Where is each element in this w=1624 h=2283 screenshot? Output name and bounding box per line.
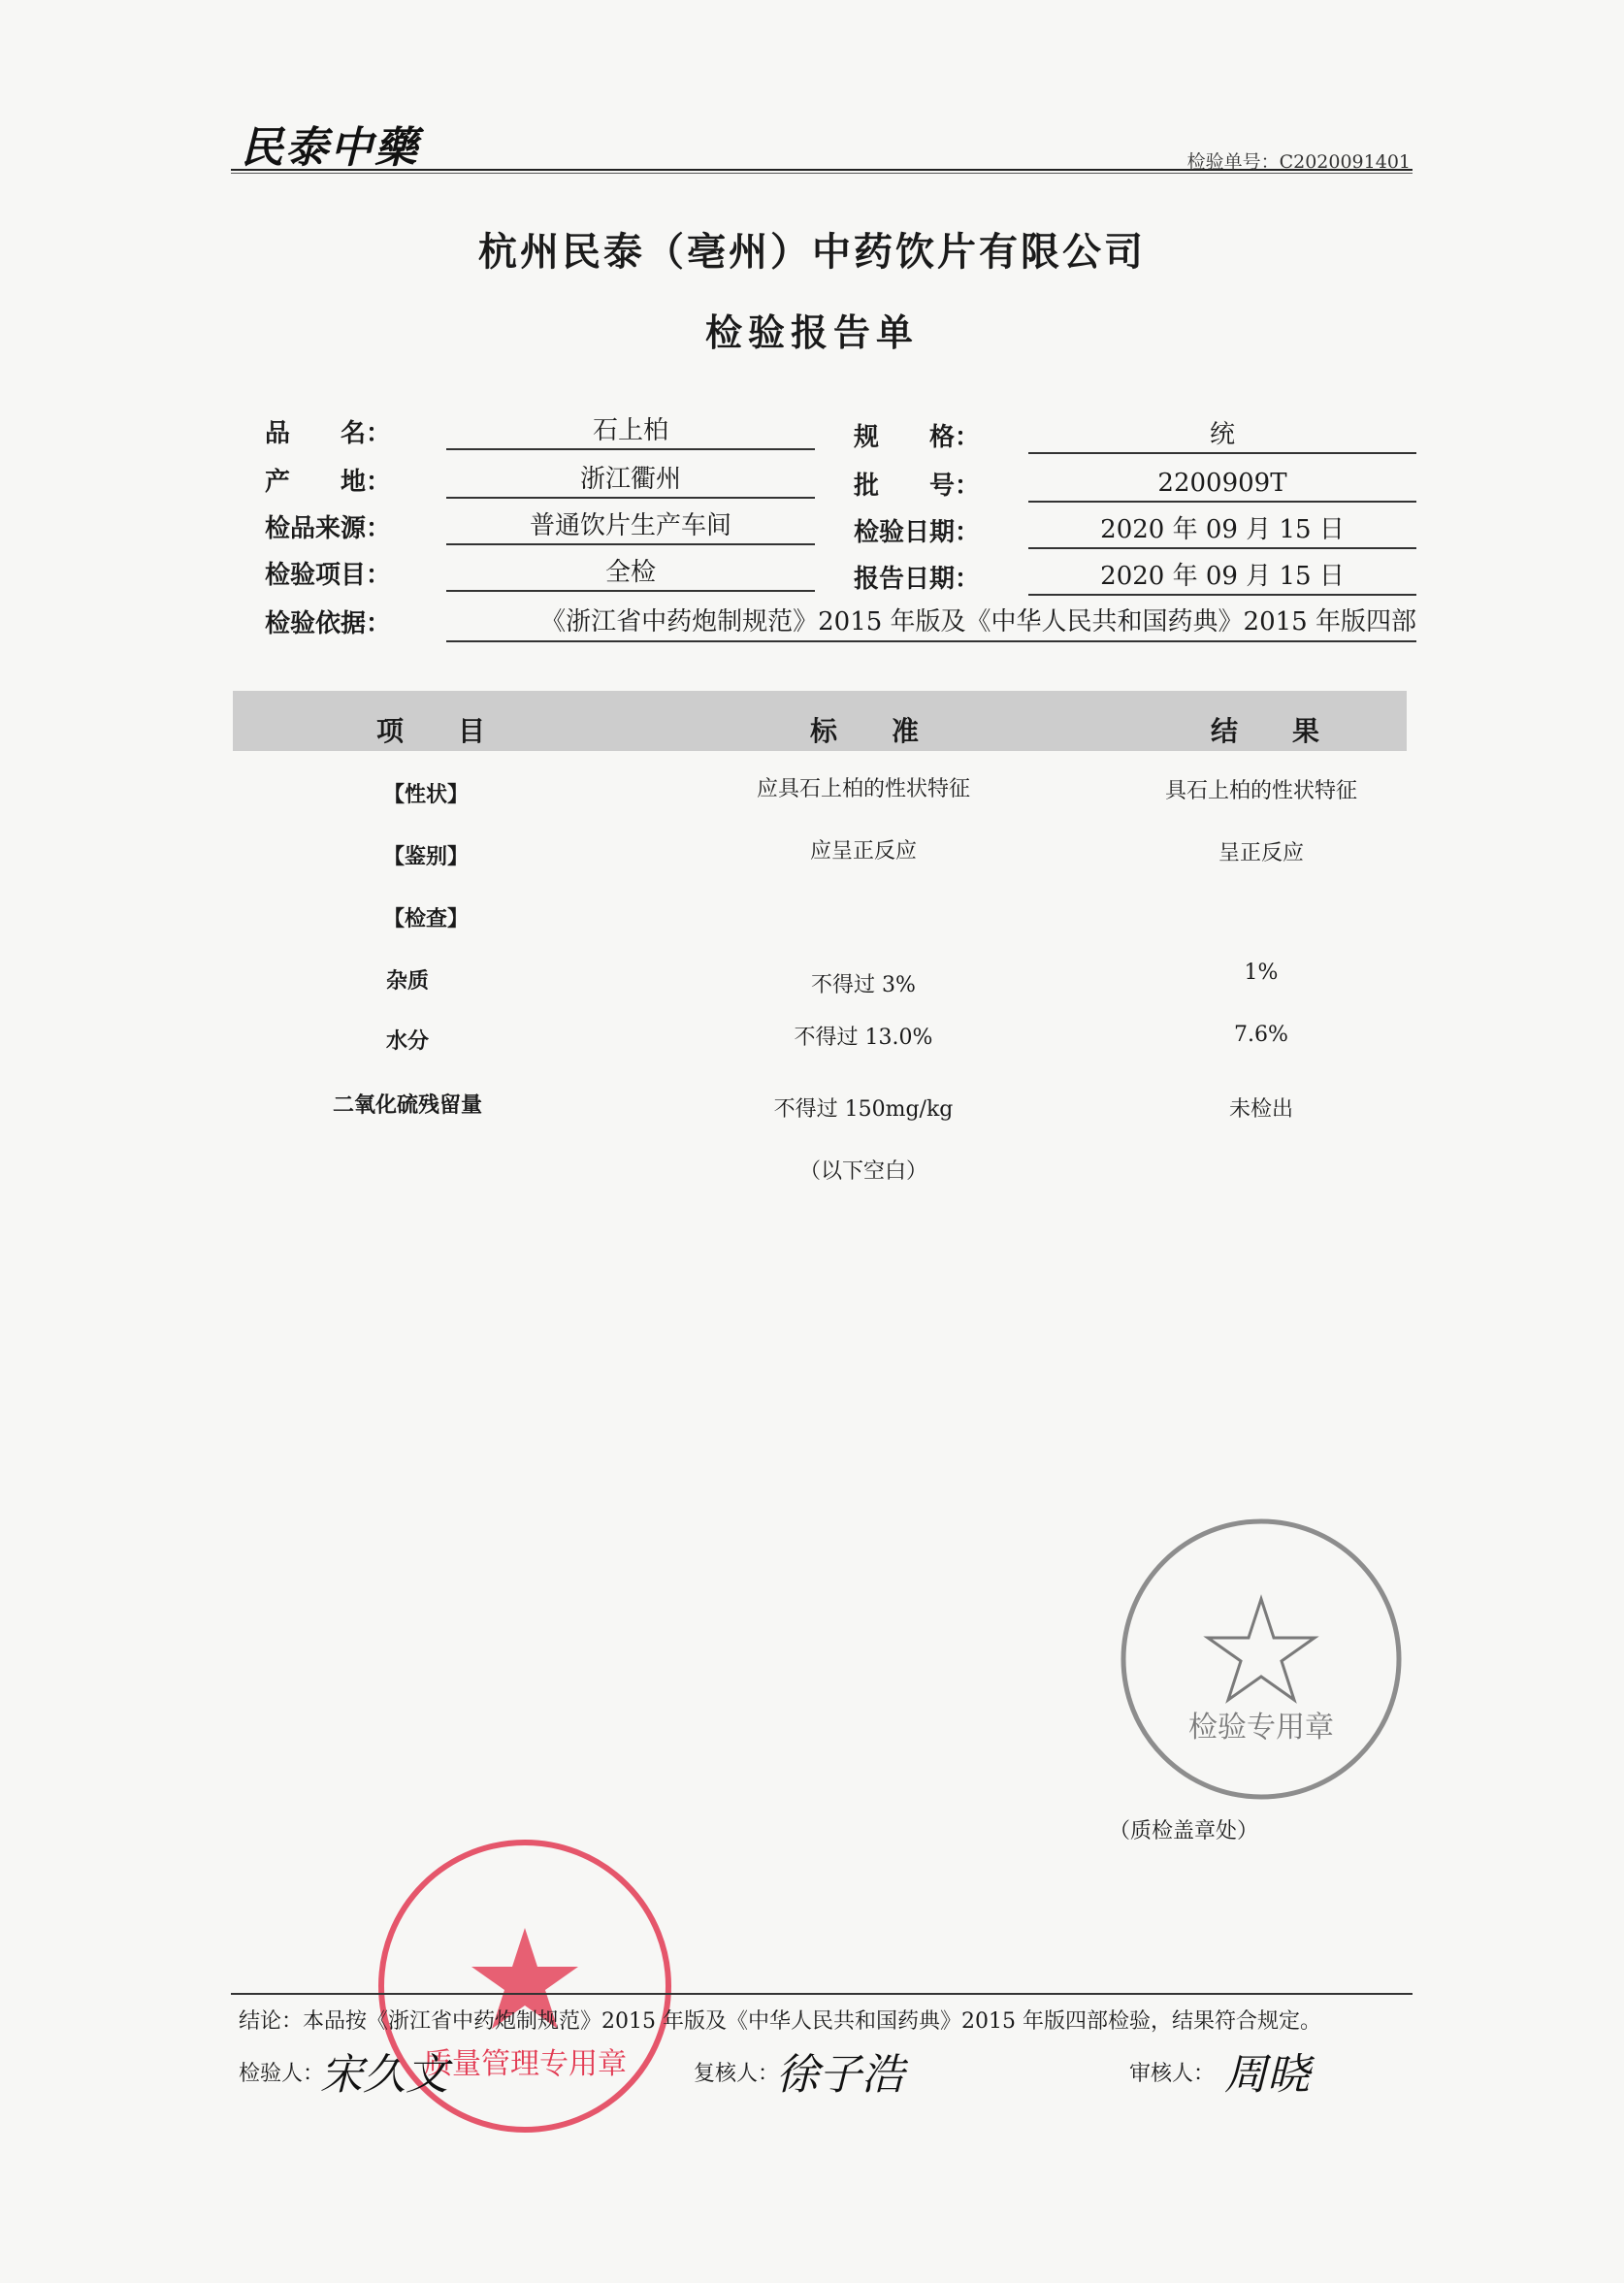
source-value: 普通饮片生产车间 xyxy=(446,508,815,545)
table-row-result: 具石上柏的性状特征 xyxy=(1164,779,1357,803)
col-header-item: 项 目 xyxy=(376,715,486,747)
stamp-caption: （质检盖章处） xyxy=(1109,1819,1259,1843)
product-name-label: 品 名： xyxy=(265,419,392,448)
approver-signature: 周晓 xyxy=(1224,2050,1310,2100)
batch-value: 2200909T xyxy=(1028,466,1416,503)
doc-number xyxy=(1187,147,1411,174)
spec-label: 规 格： xyxy=(854,423,981,452)
basis-label: 检验依据： xyxy=(265,609,392,638)
approver-label: 审核人： xyxy=(1129,2062,1216,2086)
inspector-signature: 宋久文 xyxy=(320,2050,448,2100)
col-header-result: 结 果 xyxy=(1211,715,1320,747)
conclusion-text: 结论：本品按《浙江省中药炮制规范》2015 年版及《中华人民共和国药典》2015 年版四部检验，结果符合规定。 xyxy=(239,2009,1321,2034)
table-row-standard: 不得过 150mg/kg xyxy=(773,1097,954,1122)
reviewer-label: 复核人： xyxy=(694,2062,780,2086)
table-row-result: 1% xyxy=(1244,961,1279,985)
origin-value: 浙江衢州 xyxy=(446,462,815,499)
table-row-item: 杂质 xyxy=(385,969,429,994)
doc-number-label: 检验单号： xyxy=(1186,151,1280,173)
product-name-value: 石上柏 xyxy=(446,413,815,450)
item-value: 全检 xyxy=(446,555,815,592)
table-row-item: 【性状】 xyxy=(383,783,470,807)
footer-divider xyxy=(231,1993,1413,1995)
test-date-label: 检验日期： xyxy=(854,518,981,547)
table-row-standard: 应具石上柏的性状特征 xyxy=(756,777,970,801)
table-row-result: 呈正反应 xyxy=(1218,841,1304,865)
inspection-seal-icon xyxy=(1116,1514,1407,1805)
basis-value: 《浙江省中药炮制规范》2015 年版及《中华人民共和国药典》2015 年版四部 xyxy=(446,603,1416,642)
reviewer-signature: 徐子浩 xyxy=(776,2050,904,2100)
table-row-item: 【检查】 xyxy=(383,907,470,931)
origin-label: 产 地： xyxy=(265,468,392,497)
table-row-standard: 应呈正反应 xyxy=(809,839,917,864)
report-title: 检验报告单 xyxy=(704,311,919,354)
table-row-result: 7.6% xyxy=(1234,1023,1288,1047)
report-date-label: 报告日期： xyxy=(854,565,981,594)
table-row-result: 未检出 xyxy=(1228,1097,1293,1122)
blank-below-note: （以下空白） xyxy=(798,1159,927,1184)
svg-text:检验专用章: 检验专用章 xyxy=(1188,1711,1334,1745)
table-row-item: 二氧化硫残留量 xyxy=(332,1093,482,1118)
spec-value: 统 xyxy=(1028,417,1416,454)
batch-label: 批 号： xyxy=(854,472,981,501)
table-row-standard: 不得过 3% xyxy=(811,973,916,997)
inspector-label: 检验人： xyxy=(239,2062,325,2086)
test-date-value: 2020 年 09 月 15 日 xyxy=(1028,512,1416,549)
item-label: 检验项目： xyxy=(265,561,392,590)
report-date-value: 2020 年 09 月 15 日 xyxy=(1028,559,1416,596)
company-name: 杭州民泰（亳州）中药饮片有限公司 xyxy=(478,230,1146,275)
source-label: 检品来源： xyxy=(265,514,392,543)
company-logo: 民泰中藥 xyxy=(241,123,419,173)
svg-text:质量管理专用章: 质量管理专用章 xyxy=(423,2047,627,2081)
table-row-item: 【鉴别】 xyxy=(383,845,470,869)
doc-number-value: C2020091401 xyxy=(1279,151,1411,173)
table-row-item: 水分 xyxy=(385,1029,429,1054)
col-header-standard: 标 准 xyxy=(810,715,920,747)
table-row-standard: 不得过 13.0% xyxy=(794,1026,933,1050)
